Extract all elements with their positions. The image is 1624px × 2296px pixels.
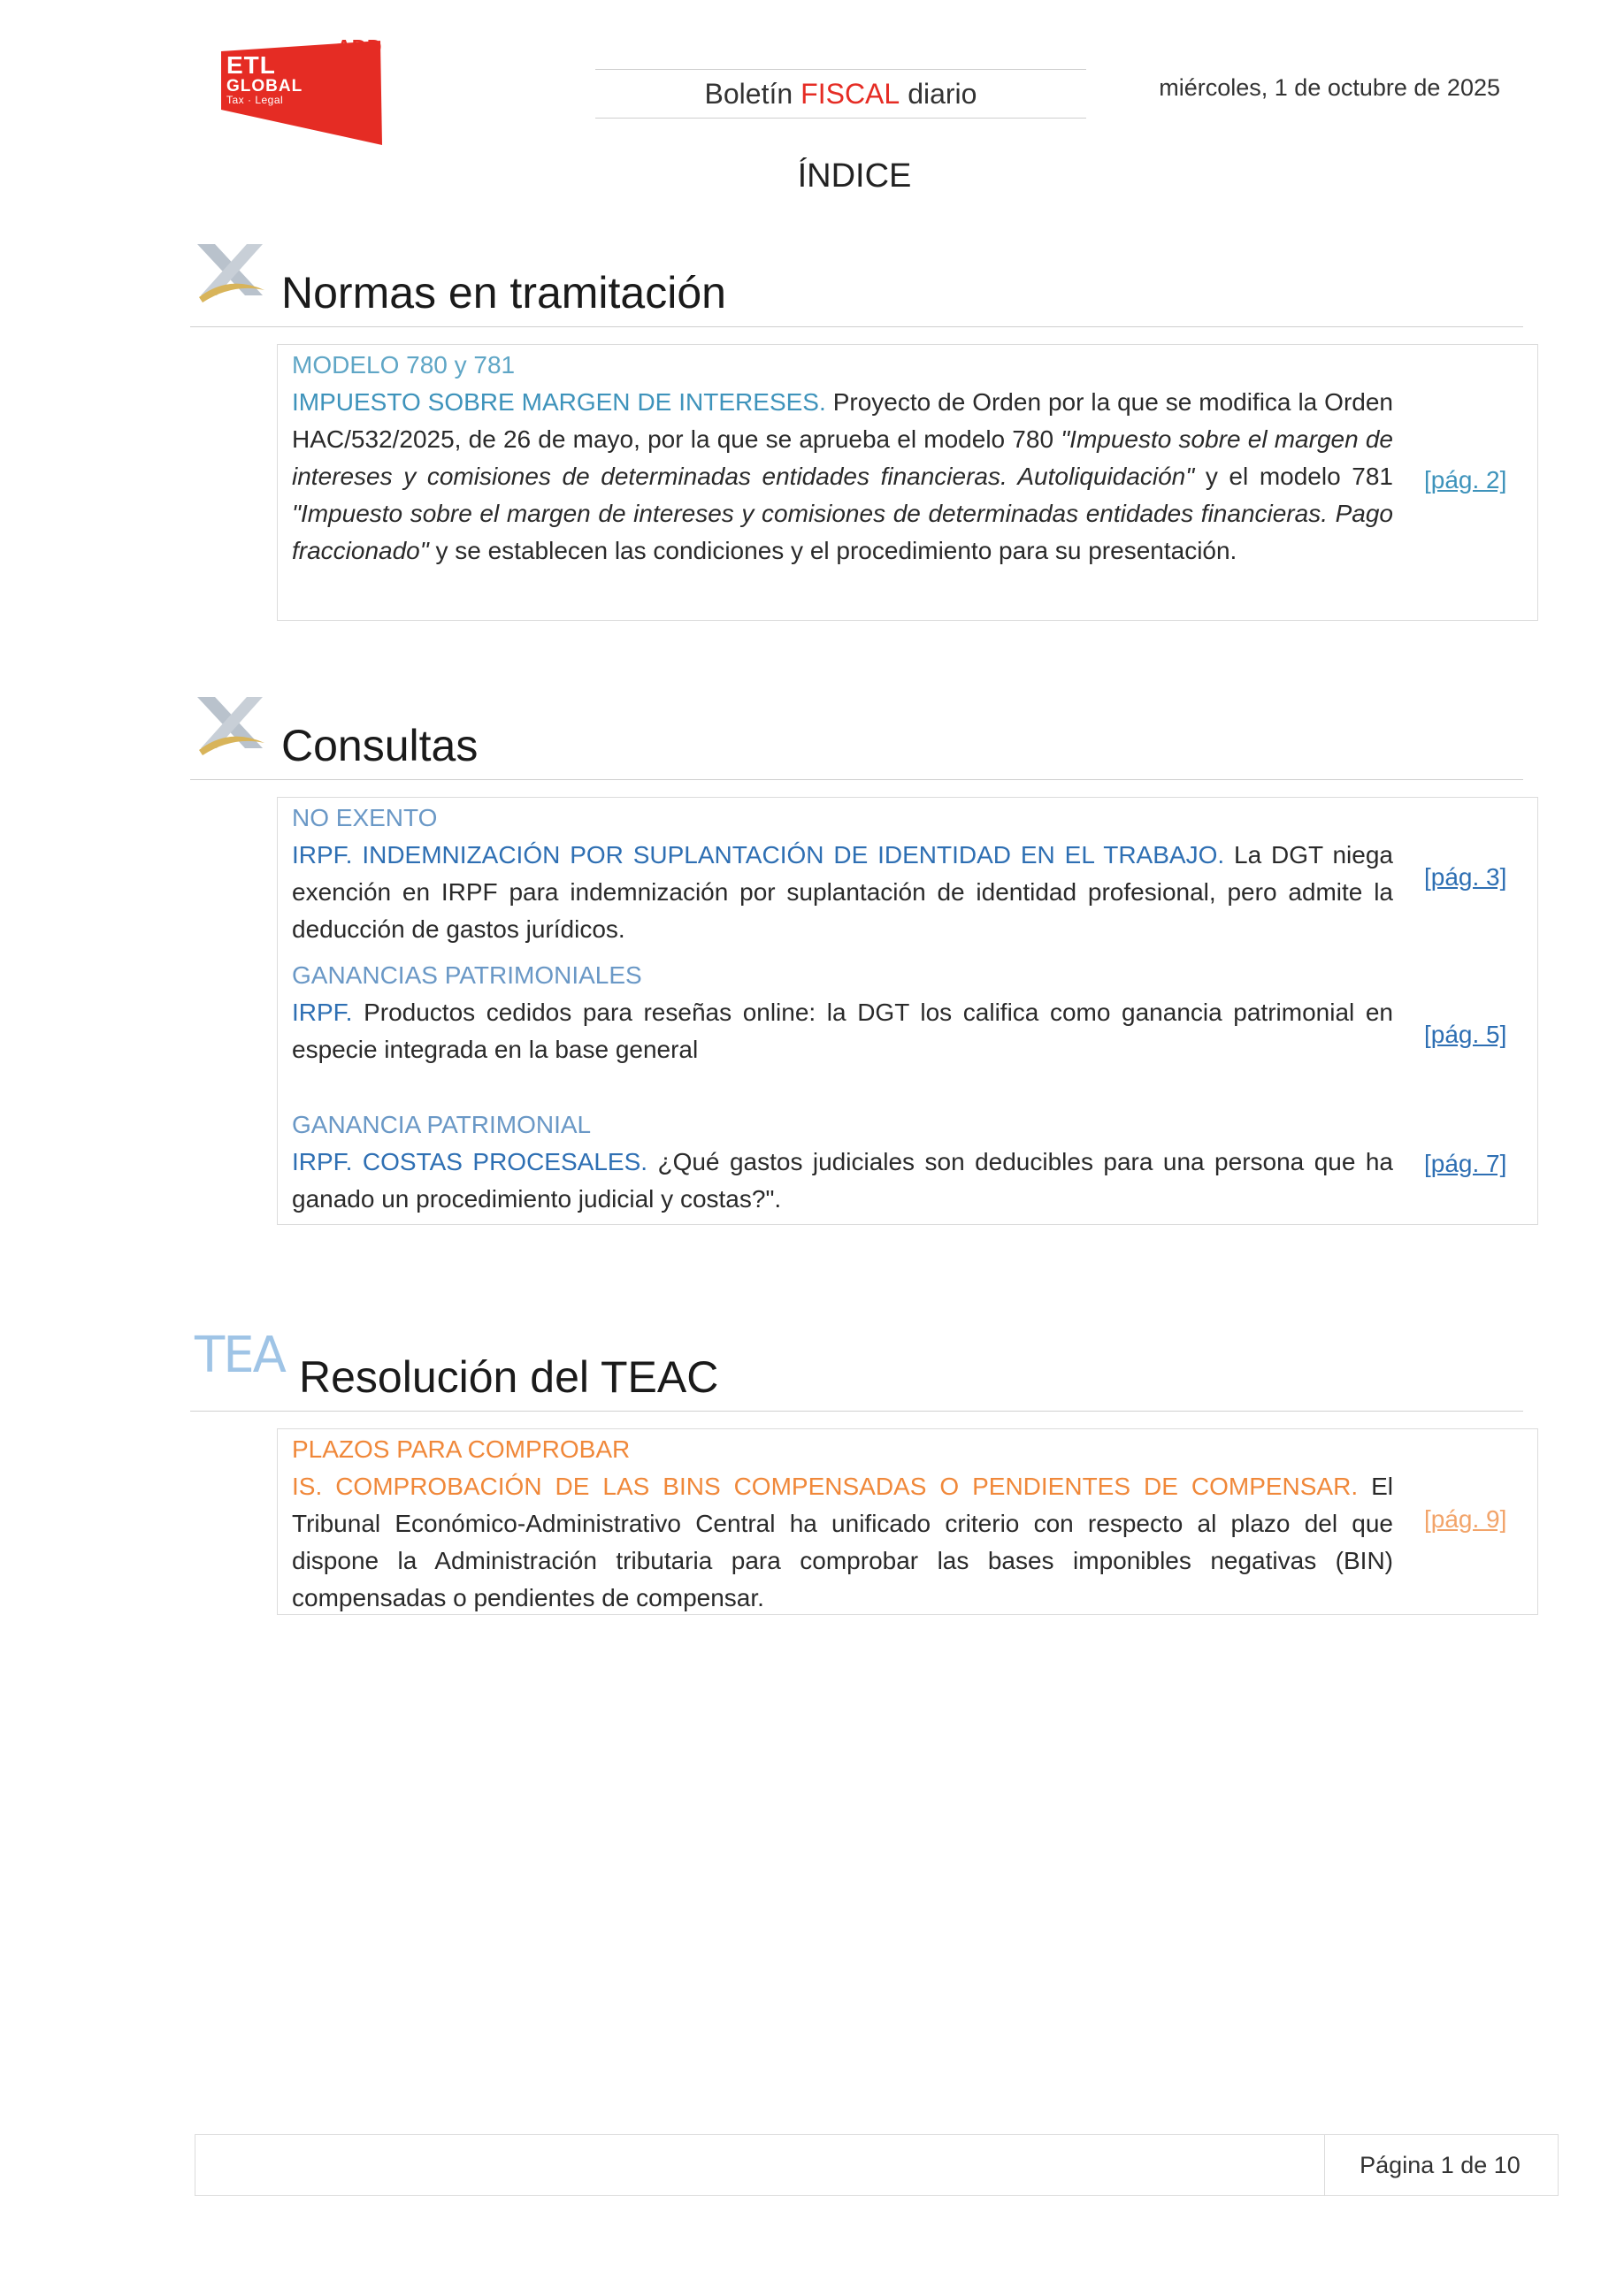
entry-box-teac	[277, 1428, 1538, 1615]
page-number: Página 1 de 10	[1360, 2151, 1521, 2178]
logo-etl-text: ETL	[226, 51, 276, 79]
bulletin-fiscal: FISCAL	[801, 77, 900, 110]
page-footer	[195, 2134, 1559, 2196]
bulletin-title	[595, 69, 1086, 119]
bulletin-date: miércoles, 1 de octubre de 2025	[1159, 74, 1500, 101]
entry-text: y el modelo 781	[1194, 463, 1393, 490]
section-divider	[190, 779, 1523, 780]
page-link-5[interactable]: [pág. 5]	[1424, 1021, 1507, 1048]
entry-lead: IS. COMPROBACIÓN DE LAS BINS COMPENSADAS O PENDIENTES DE COMPENSAR.	[292, 1473, 1359, 1500]
entry-consultas-2	[292, 1106, 1393, 1218]
logo-add-text: ADD	[336, 35, 382, 58]
entry-category: PLAZOS PARA COMPROBAR	[292, 1435, 631, 1463]
section-title-teac: Resolución del TEAC	[299, 1352, 719, 1402]
entry-lead: IRPF.	[292, 999, 353, 1026]
page-link-3[interactable]: [pág. 3]	[1424, 863, 1507, 891]
index-title: ÍNDICE	[797, 157, 912, 195]
etl-global-logo	[195, 34, 382, 147]
entry-quote-780: "Impuesto sobre el margen de intereses y comisiones de determinadas entidades financieras. Autoliquidación"	[292, 425, 1393, 490]
entry-text: y se establecen las condiciones y el procedimiento para su presentación.	[428, 537, 1237, 564]
entry-category: MODELO 780 y 781	[292, 351, 516, 379]
entry-lead: IRPF. INDEMNIZACIÓN POR SUPLANTACIÓN DE IDENTIDAD EN EL TRABAJO.	[292, 841, 1225, 869]
page-link-2[interactable]: [pág. 2]	[1424, 466, 1507, 494]
entry-category: NO EXENTO	[292, 804, 438, 831]
page-link-7[interactable]: [pág. 7]	[1424, 1150, 1507, 1177]
entry-box-consultas	[277, 797, 1538, 1225]
entry-lead: IRPF. COSTAS PROCESALES.	[292, 1148, 648, 1175]
section-title-normas: Normas en tramitación	[281, 268, 726, 318]
page-link-9[interactable]: [pág. 9]	[1424, 1505, 1507, 1533]
entry-text: ¿Qué gastos judiciales son deducibles para una persona que ha ganado un procedimiento judicial y costas?".	[292, 1148, 1393, 1213]
entry-teac-0	[292, 1431, 1393, 1617]
entry-text: Proyecto de Orden por la que se modifica la Orden HAC/532/2025, de 26 de mayo, por la que se aprueba el modelo 780	[292, 388, 1393, 453]
entry-lead: IMPUESTO SOBRE MARGEN DE INTERESES.	[292, 388, 826, 416]
entry-box-normas	[277, 344, 1538, 621]
section-divider	[190, 326, 1523, 327]
bulletin-prefix: Boletín	[704, 77, 793, 110]
section-title-consultas: Consultas	[281, 721, 479, 770]
entry-category: GANANCIAS PATRIMONIALES	[292, 961, 642, 989]
entry-consultas-0	[292, 800, 1393, 948]
entry-normas-0	[292, 347, 1393, 570]
aeat-logo-icon	[194, 692, 268, 762]
bulletin-suffix: diario	[908, 77, 977, 110]
entry-text: Productos cedidos para reseñas online: la DGT los califica como ganancia patrimonial en especie integrada en la base general	[292, 999, 1393, 1063]
aeat-logo-icon	[194, 239, 268, 310]
logo-global-text: GLOBAL	[226, 77, 303, 96]
section-divider	[190, 1411, 1523, 1412]
entry-category: GANANCIA PATRIMONIAL	[292, 1111, 592, 1138]
footer-divider	[1324, 2135, 1325, 2195]
entry-text: La DGT niega exención en IRPF para indemnización por suplantación de identidad profesional, pero admite la deducción de gastos jurídicos.	[292, 841, 1393, 943]
entry-quote-781: "Impuesto sobre el margen de intereses y comisiones de determinadas entidades financieras. Pago fraccionado"	[292, 500, 1393, 564]
tea-logo-icon: TEA	[195, 1327, 285, 1384]
logo-tax-text: Tax · Legal	[226, 94, 284, 106]
entry-text: El Tribunal Económico-Administrativo Central ha unificado criterio con respecto al plazo del que dispone la Administración tributaria para comprobar las bases imponibles negativas (BIN) compensadas o pendientes de compensar.	[292, 1473, 1393, 1611]
entry-consultas-1	[292, 957, 1393, 1068]
